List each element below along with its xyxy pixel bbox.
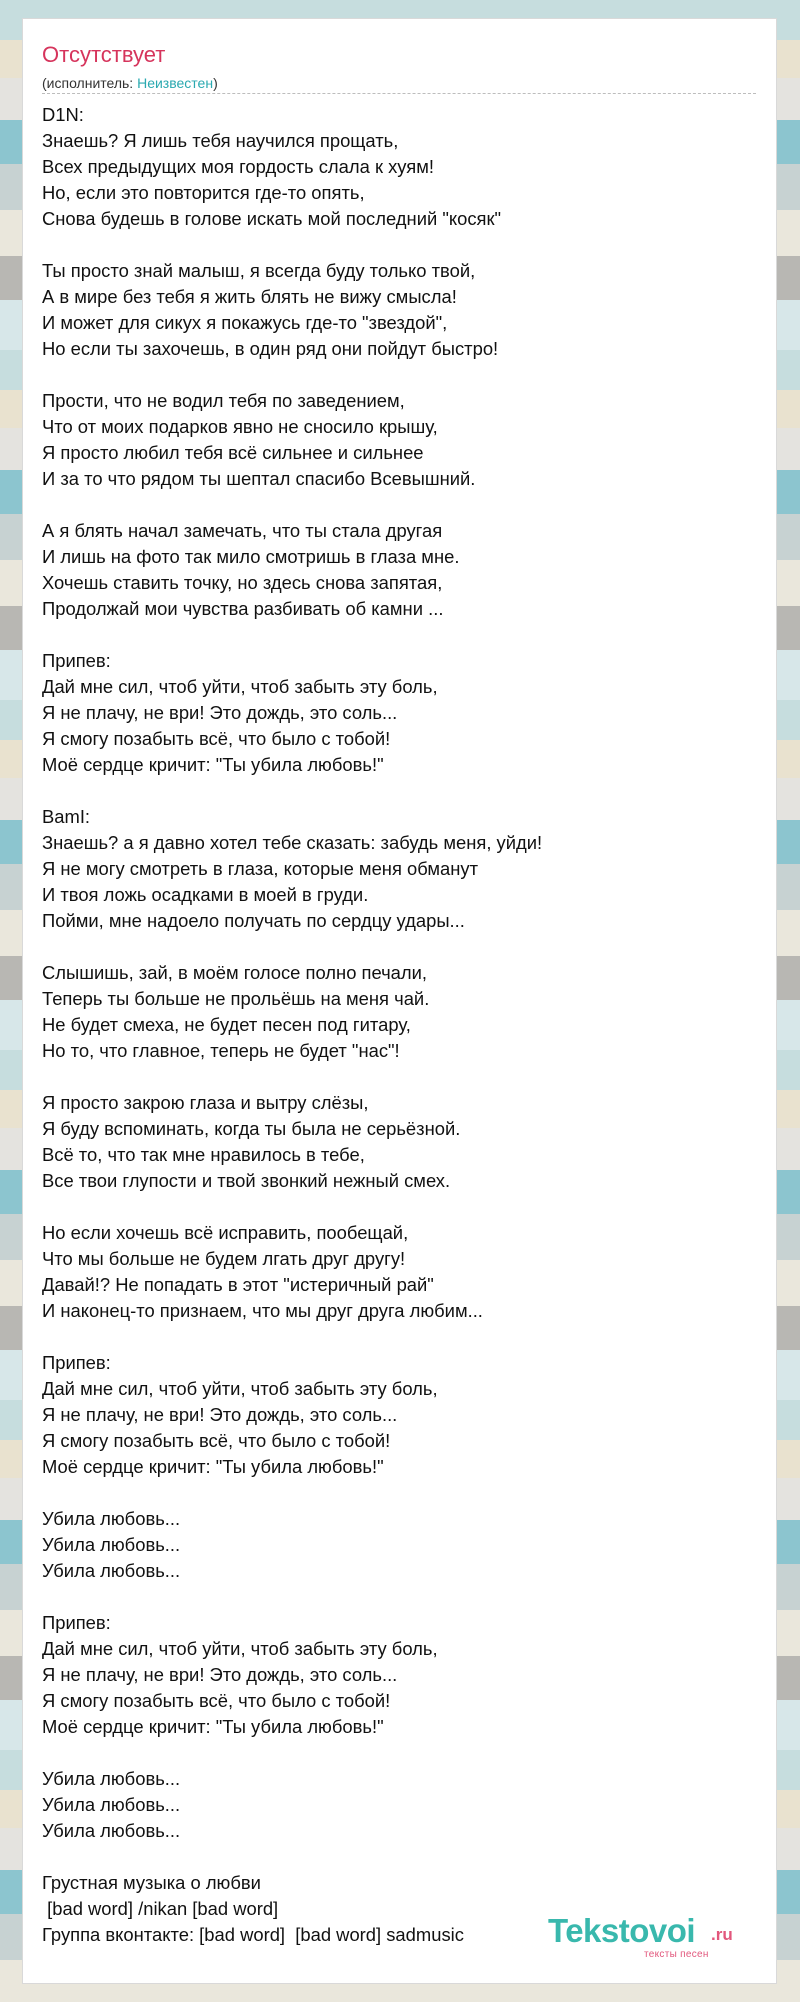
lyrics-card xyxy=(22,18,777,1984)
title-divider xyxy=(42,93,756,94)
logo-tagline: тексты песен xyxy=(644,1949,709,1960)
song-title: Отсутствует xyxy=(42,42,166,67)
logo-name: Tekstovoi xyxy=(548,1912,696,1949)
lyrics-text: D1N: Знаешь? Я лишь тебя научился прощать, Всех предыдущих моя гордость слала к хуям! Но, если это повторится где-то опять, Снова будешь в голове искать мой последний "косяк" Ты просто знай малыш, я всегда буду только твой, А в мире без тебя я жить блять не вижу смысла! И может для сикух я покажусь где-то "звездой", Но если ты захочешь, в один ряд они пойдут быстро! Прости, что не водил тебя по заведением, Что от моих подарков явно не сносило крышу, Я просто любил тебя всё сильнее и сильнее И за то что рядом ты шептал спасибо Всевышний. А я блять начал замечать, что ты стала другая И лишь на фото так мило смотришь в глаза мне. Хочешь ставить точку, но здесь снова запятая, Продолжай мои чувства разбивать об камни ... Припев: Дай мне сил, чтоб уйти, чтоб забыть эту боль, Я не плачу, не ври! Это дождь, это соль... Я смогу позабыть всё, что было с тобой! Моё сердце кричит: "Ты убила любовь!" BamI: Знаешь? а я давно хотел тебе сказать: забудь меня, уйди! Я не могу смотреть в глаза, которые меня обманут И твоя ложь осадками в моей в груди. Пойми, мне надоело получать по сердцу удары... Слышишь, зай, в моём голосе полно печали, Теперь ты больше не прольёшь на меня чай. Не будет смеха, не будет песен под гитару, Но то, что главное, теперь не будет "нас"! Я просто закрою глаза и вытру слёзы, Я буду вспоминать, когда ты была не серьёзной. Всё то, что так мне нравилось в тебе, Все твои глупости и твой звонкий нежный смех. Но если хочешь всё исправить, пообещай, Что мы больше не будем лгать друг другу! Давай!? Не попадать в этот "истеричный рай" И наконец-то признаем, что мы друг друга любим... Припев: Дай мне сил, чтоб уйти, чтоб забыть эту боль, Я не плачу, не ври! Это дождь, это соль... Я смогу позабыть всё, что было с тобой! Моё сердце кричит: "Ты убила любовь!" Убила любовь... Убила любовь... Убила любовь... Припев: Дай мне сил, чтоб уйти, чтоб забыть эту боль, Я не плачу, не ври! Это дождь, это соль... Я смогу позабыть всё, что было с тобой! Моё сердце кричит: "Ты убила любовь!" Убила любовь... Убила любовь... Убила любовь... Грустная музыка о любви [bad word] /nikan [bad word] Группа вконтакте: [bad word] [bad word] sadmusic xyxy=(42,104,543,1945)
artist-prefix: (исполнитель: xyxy=(42,75,138,91)
logo-tld: .ru xyxy=(711,1925,733,1944)
site-logo[interactable] xyxy=(548,1914,748,1966)
artist-line xyxy=(42,75,218,92)
artist-link[interactable]: Неизвестен xyxy=(137,75,214,91)
artist-suffix: ) xyxy=(213,75,218,91)
